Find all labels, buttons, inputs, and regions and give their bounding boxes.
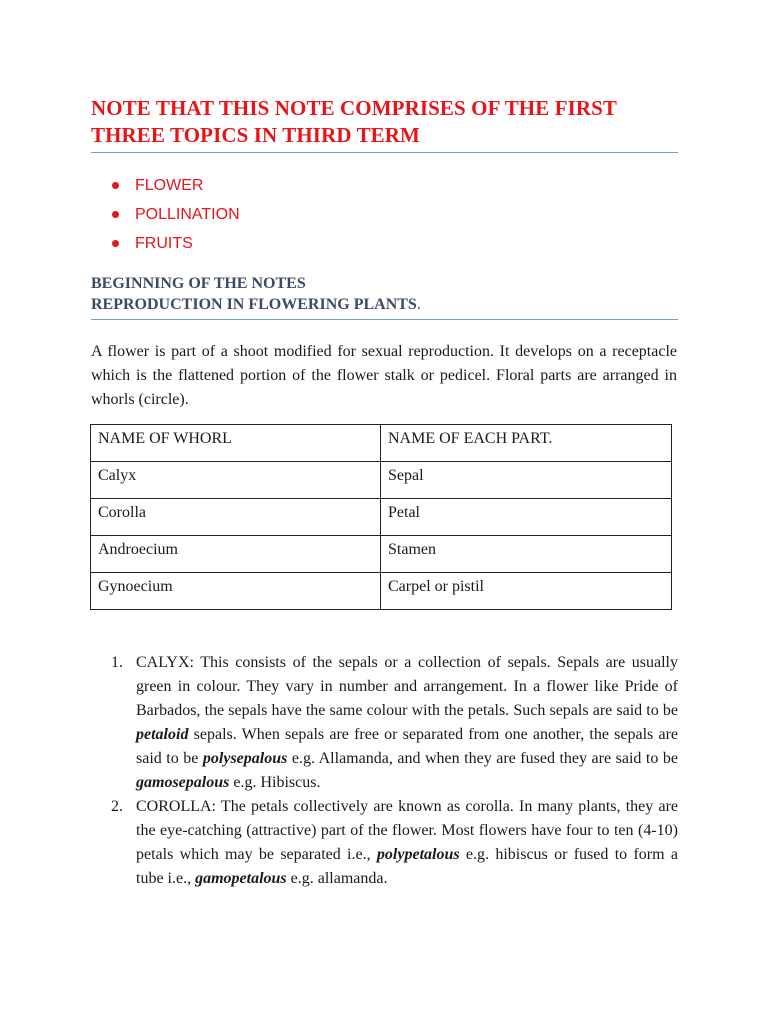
table-header-row	[91, 425, 672, 462]
paragraph-text: COROLLA: The petals collectively are known as corolla. In many plants, they are the eye-catching (attractive) part of the flower. Most flowers have four to ten (4-10) petals which may be separated i.e.,	[136, 798, 678, 863]
paragraph-text: e.g. allamanda.	[286, 870, 388, 887]
paragraph-text: e.g. Allamanda, and when they are fused they are said to be	[287, 750, 678, 767]
bullet-icon	[112, 240, 119, 247]
table-cell: Androecium	[91, 536, 381, 573]
term-petaloid: petaloid	[136, 726, 189, 743]
topic-label: POLLINATION	[135, 206, 240, 223]
topic-label: FLOWER	[135, 177, 204, 194]
table-cell: Corolla	[91, 499, 381, 536]
list-number: 1.	[111, 654, 123, 671]
intro-paragraph: A flower is part of a shoot modified for sexual reproduction. It develops on a receptacle which is the flattened portion of the flower stalk or pedicel. Floral parts are arranged in whorls (circle).	[91, 343, 677, 408]
section-heading	[91, 273, 421, 315]
whorl-table	[90, 424, 672, 610]
table-cell: Petal	[381, 499, 672, 536]
list-item	[111, 173, 240, 202]
table-cell: Gynoecium	[91, 573, 381, 610]
term-gamosepalous: gamosepalous	[136, 774, 230, 791]
topics-list	[111, 173, 240, 260]
paragraph-text: CALYX: This consists of the sepals or a collection of sepals. Sepals are usually green in colour. They vary in number and arrangement. In a flower like Pride of Barbados, the sepals have the same colour with the petals. Such sepals are said to be	[136, 654, 678, 719]
table-cell: Calyx	[91, 462, 381, 499]
bullet-icon	[112, 211, 119, 218]
term-polysepalous: polysepalous	[202, 750, 288, 767]
table-header-cell: NAME OF WHORL	[91, 425, 381, 462]
list-item-corolla	[91, 795, 678, 891]
term-polypetalous: polypetalous	[376, 846, 460, 863]
bullet-icon	[112, 182, 119, 189]
paragraph-text: sepals. When sepals are free or separated from one another, the sepals are said to be	[136, 726, 678, 767]
list-item	[111, 231, 240, 260]
list-item-calyx	[91, 651, 678, 795]
list-item	[111, 202, 240, 231]
section-heading-line2	[91, 294, 421, 315]
section-heading-period: .	[416, 296, 421, 313]
parts-list	[91, 651, 678, 891]
page-title: NOTE THAT THIS NOTE COMPRISES OF THE FIRST THREE TOPICS IN THIRD TERM	[91, 96, 617, 147]
table-cell: Stamen	[381, 536, 672, 573]
section-divider	[91, 319, 678, 320]
table-row	[91, 536, 672, 573]
section-heading-text: REPRODUCTION IN FLOWERING PLANTS	[91, 296, 417, 313]
table-cell: Sepal	[381, 462, 672, 499]
section-heading-line1: BEGINNING OF THE NOTES	[91, 275, 306, 292]
paragraph-text: e.g. Hibiscus.	[229, 774, 321, 791]
table-row	[91, 499, 672, 536]
list-number: 2.	[111, 798, 123, 815]
table-header-cell: NAME OF EACH PART.	[381, 425, 672, 462]
table-cell: Carpel or pistil	[381, 573, 672, 610]
title-divider	[91, 152, 678, 153]
term-gamopetalous: gamopetalous	[195, 870, 287, 887]
table-row	[91, 462, 672, 499]
topic-label: FRUITS	[135, 235, 193, 252]
paragraph-text: e.g. hibiscus or fused to form a tube i.e.,	[136, 846, 678, 887]
table-row	[91, 573, 672, 610]
